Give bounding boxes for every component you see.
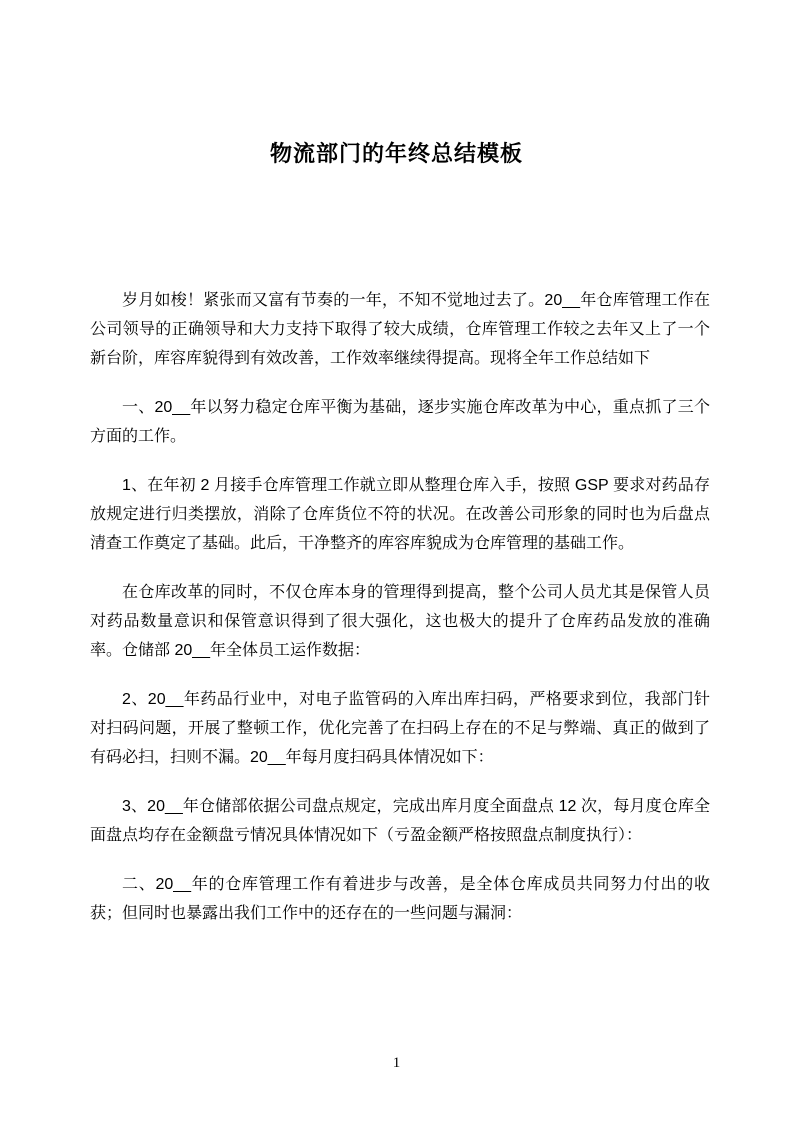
paragraph-reform: 在仓库改革的同时，不仅仓库本身的管理得到提高，整个公司人员尤其是保管人员对药品数量意识和保管意识得到了很大强化，这也极大的提升了仓库药品发放的准确率。仓储部 20__年全体员工运作数据： — [90, 584, 710, 659]
paragraph-section-1: 一、20__年以努力稳定仓库平衡为基础，逐步实施仓库改革为中心，重点抓了三个方面的工作。 — [90, 399, 710, 445]
paragraph-item-2: 2、20__年药品行业中，对电子监管码的入库出库扫码，严格要求到位，我部门针对扫码问题，开展了整顿工作，优化完善了在扫码上存在的不足与弊端、真正的做到了有码必扫，扫则不漏。20__年每月度扫码具体情况如下： — [90, 691, 710, 766]
page-number: 1 — [392, 1055, 401, 1071]
document-body — [0, 286, 793, 928]
paragraph-item-1: 1、在年初 2 月接手仓库管理工作就立即从整理仓库入手，按照 GSP 要求对药品存放规定进行归类摆放，消除了仓库货位不符的状况。在改善公司形象的同时也为后盘点清查工作奠定了基础。此后，干净整齐的库容库貌成为仓库管理的基础工作。 — [90, 477, 710, 552]
paragraph-intro: 岁月如梭！紧张而又富有节奏的一年，不知不觉地过去了。20__年仓库管理工作在公司领导的正确领导和大力支持下取得了较大成绩，仓库管理工作较之去年又上了一个新台阶，库容库貌得到有效改善，工作效率继续得提高。现将全年工作总结如下 — [90, 292, 710, 367]
document-title: 物流部门的年终总结模板 — [269, 141, 523, 166]
paragraph-section-2: 二、20__年的仓库管理工作有着进步与改善，是全体仓库成员共同努力付出的收获；但同时也暴露出我们工作中的还存在的一些问题与漏洞： — [90, 876, 710, 922]
paragraph-item-3: 3、20__年仓储部依据公司盘点规定，完成出库月度全面盘点 12 次，每月度仓库全面盘点均存在金额盘亏情况具体情况如下（亏盈金额严格按照盘点制度执行）： — [90, 798, 710, 844]
